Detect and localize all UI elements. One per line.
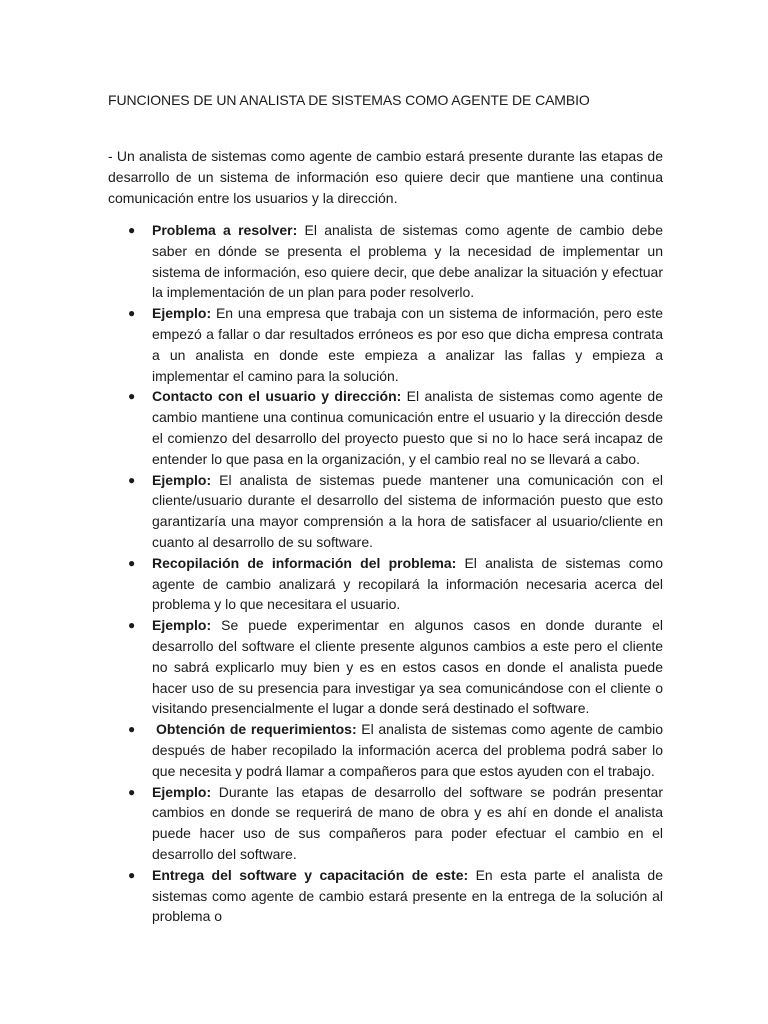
bullet-text: Durante las etapas de desarrollo del software se podrán presentar cambios en donde se requerirá de mano de obra y es ahí en donde el analista puede hacer uso de sus compañeros para poder efectuar el cambio en el desarrollo del software. [152, 783, 663, 862]
bullet-icon: ● [128, 618, 136, 633]
list-item [108, 470, 663, 553]
bullet-title: Ejemplo: [152, 471, 212, 488]
bullet-text: En una empresa que trabaja con un sistema de información, pero este empezó a fallar o dar resultados erróneos es por eso que dicha empresa contrata a un analista en donde este empieza a analizar las fallas y empieza a implementar el camino para la solución. [152, 305, 663, 384]
bullet-title: Contacto con el usuario y dirección: [152, 388, 402, 405]
document-title: FUNCIONES DE UN ANALISTA DE SISTEMAS COMO AGENTE DE CAMBIO [108, 92, 590, 108]
list-item [108, 865, 663, 927]
bullet-title: Entrega del software y capacitación de este: [152, 866, 469, 883]
bullet-title: Ejemplo: [152, 617, 212, 634]
bullet-title: Obtención de requerimientos: [156, 721, 357, 738]
list-item [108, 615, 663, 719]
bullet-text: El analista de sistemas como agente de cambio después de haber recopilado la información acerca del problema podrá saber lo que necesita y podrá llamar a compañeros para que estos ayuden con el trabajo. [152, 721, 664, 779]
bullet-icon: ● [128, 867, 136, 882]
bullet-text: En esta parte el analista de sistemas como agente de cambio estará presente en la entrega de la solución al problema o [152, 866, 663, 925]
bullet-icon: ● [128, 306, 136, 321]
list-item [108, 782, 663, 865]
list-item [108, 220, 663, 303]
bullet-text: El analista de sistemas como agente de cambio analizará y recopilará la información necesaria acerca del problema y lo que necesitara el usuario. [152, 554, 663, 613]
bullet-title: Ejemplo: [152, 305, 212, 322]
bullet-icon: ● [128, 472, 136, 487]
bullet-title: Recopilación de información del problema: [152, 554, 457, 571]
bullet-text: El analista de sistemas como agente de cambio mantiene una continua comunicación entre el usuario y la dirección desde el comienzo del desarrollo del proyecto puesto que si no lo hace será incapaz de entender lo que pasa en la organización, y el cambio real no se llevará a cabo. [152, 388, 663, 467]
bullet-icon: ● [128, 223, 136, 237]
list-item [108, 719, 663, 781]
list-item [108, 553, 663, 615]
bullet-icon: ● [128, 389, 136, 404]
list-item [108, 303, 663, 386]
bullet-icon: ● [128, 555, 136, 570]
bullet-icon: ● [128, 722, 136, 737]
bullet-text: Se puede experimentar en algunos casos en donde durante el desarrollo del software el cliente presente algunos cambios a este pero el cliente no sabrá explicarlo muy bien y es en estos casos en donde el analista puede hacer uso de su presencia para investigar ya sea comunicándose con el cliente o visitando presencialmente el lugar a donde será destinado el software. [152, 617, 663, 717]
list-item [108, 386, 663, 469]
bullet-list [108, 220, 663, 927]
bullet-text: El analista de sistemas como agente de cambio debe saber en dónde se presenta el problema y la necesidad de implementar un sistema de información, eso quiere decir, que debe analizar la situación y efectuar la implementación de un plan para poder resolverlo. [152, 222, 663, 301]
bullet-title: Problema a resolver: [152, 222, 298, 238]
intro-paragraph: - Un analista de sistemas como agente de cambio estará presente durante las etapas de desarrollo de un sistema de información eso quiere decir que mantiene una continua comunicación entre los usuarios y la dirección. [108, 148, 663, 206]
bullet-icon: ● [128, 784, 136, 799]
bullet-title: Ejemplo: [152, 783, 212, 800]
bullet-text: El analista de sistemas puede mantener una comunicación con el cliente/usuario durante el desarrollo del sistema de información puesto que esto garantizaría una mayor comprensión a la hora de satisfacer al usuario/cliente en cuanto al desarrollo de su software. [152, 471, 663, 550]
